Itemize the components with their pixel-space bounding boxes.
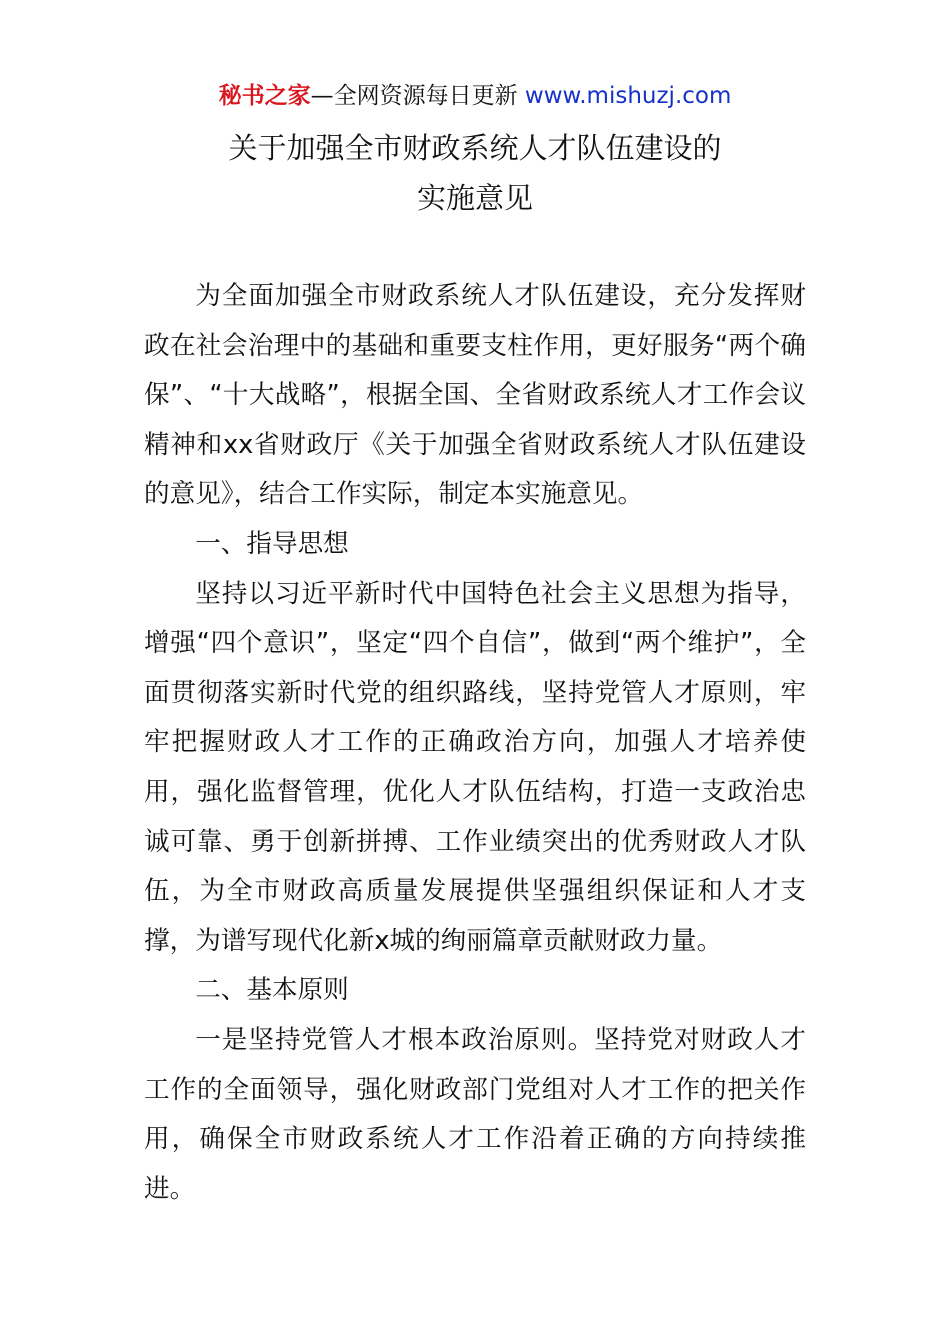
document-title-line-2: 实施意见 (416, 181, 533, 215)
section-heading-basic-principles: 二、基本原则 (195, 975, 349, 1006)
section-heading-guiding-ideology: 一、指导思想 (195, 528, 349, 559)
site-header (0, 80, 950, 112)
principle-one-paragraph: 一是坚持党管人才根本政治原则。坚持党对财政人才工作的全面领导，强化财政部门党组对人才工作的把关作用，确保全市财政系统人才工作沿着正确的方向持续推进。 (144, 1024, 806, 1204)
intro-paragraph: 为全面加强全市财政系统人才队伍建设，充分发挥财政在社会治理中的基础和重要支柱作用，更好服务“两个确保”、“十大战略”，根据全国、全省财政系统人才工作会议精神和xx省财政厅《关于加强全省财政系统人才队伍建设的意见》，结合工作实际，制定本实施意见。 (144, 281, 806, 510)
guiding-ideology-paragraph: 坚持以习近平新时代中国特色社会主义思想为指导，增强“四个意识”，坚定“四个自信”，做到“两个维护”，全面贯彻落实新时代党的组织路线，坚持党管人才原则，牢牢把握财政人才工作的正确政治方向，加强人才培养使用，强化监督管理，优化人才队伍结构，打造一支政治忠诚可靠、勇于创新拼搏、工作业绩突出的优秀财政人才队伍，为全市财政高质量发展提供坚强组织保证和人才支撑，为谱写现代化新x城的绚丽篇章贡献财政力量。 (144, 578, 806, 956)
document-body (144, 272, 806, 1214)
site-url-link[interactable]: www.mishuzj.com (524, 83, 732, 109)
site-tagline: —全网资源每日更新 (310, 83, 525, 109)
document-title-line-1: 关于加强全市财政系统人才队伍建设的 (228, 131, 722, 165)
site-brand: 秘书之家 (218, 83, 311, 109)
